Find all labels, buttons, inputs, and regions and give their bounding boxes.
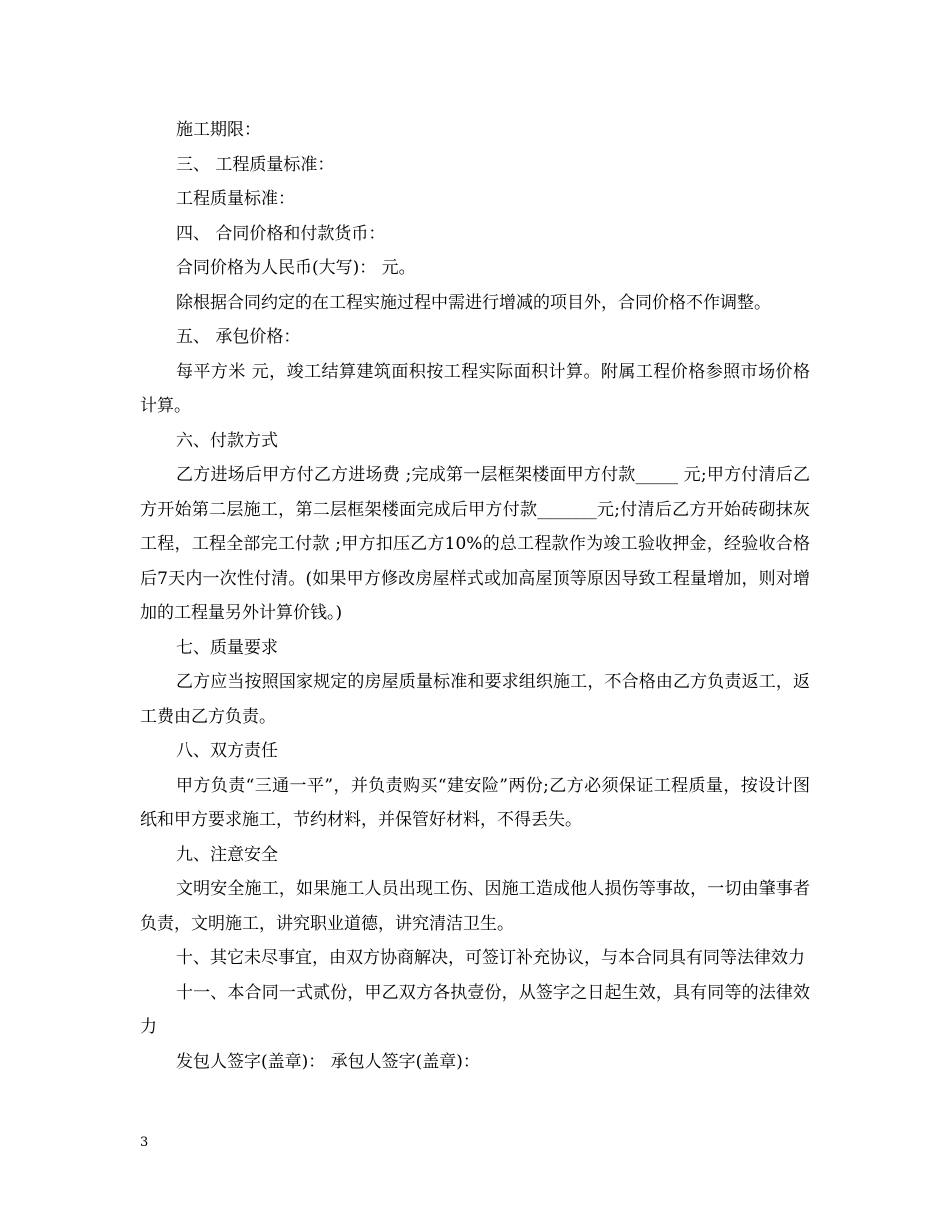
section-6-heading: 六、付款方式: [176, 430, 278, 451]
construction-period-line: 施工期限：: [176, 120, 261, 140]
safety-paragraph: 文明安全施工，如果施工人员出现工伤、因施工造成他人损伤等事故，一切由肇事者负责，文明施工，讲究职业道德，讲究清洁卫生。: [140, 879, 810, 934]
signature-line: 发包人签字(盖章)： 承包人签字(盖章)：: [176, 1051, 480, 1072]
section-11-paragraph: 十一、本合同一式贰份，甲乙双方各执壹份，从签字之日起生效，具有同等的法律效力: [140, 982, 810, 1037]
section-10-paragraph: 十、其它未尽事宜，由双方协商解决，可签订补充协议，与本合同具有同等法律效力: [176, 948, 805, 968]
section-4-heading: 四、 合同价格和付款货币：: [176, 223, 386, 244]
section-8-heading: 八、双方责任: [176, 741, 278, 761]
section-3-heading: 三、 工程质量标准：: [176, 154, 335, 175]
quality-requirements-paragraph: 乙方应当按照国家规定的房屋质量标准和要求组织施工，不合格由乙方负责返工，返工费由乙方负责。: [140, 672, 810, 727]
payment-terms-paragraph: 乙方进场后甲方付乙方进场费 ;完成第一层框架楼面甲方付款_____ 元;甲方付清后乙方开始第二层施工，第二层框架楼面完成后甲方付款_______元;付清后乙方开始砖砌抹灰工程，工程全部完工付款 ;甲方扣压乙方10%的总工程款作为竣工验收押金，经验收合格后7天内一次性付清。(如果甲方修改房屋样式或加高屋顶等原因导致工程量增加，则对增加的工程量另外计算价钱。): [140, 465, 810, 623]
section-7-heading: 七、质量要求: [176, 637, 278, 658]
unit-price-paragraph: 每平方米 元，竣工结算建筑面积按工程实际面积计算。附属工程价格参照市场价格计算。: [140, 361, 810, 416]
price-adjustment-paragraph: 除根据合同约定的在工程实施过程中需进行增减的项目外，合同价格不作调整。: [176, 292, 771, 313]
quality-standard-line: 工程质量标准：: [176, 189, 295, 209]
responsibilities-paragraph: 甲方负责“三通一平”，并负责购买“建安险”两份;乙方必须保证工程质量，按设计图纸和甲方要求施工，节约材料，并保管好材料，不得丢失。: [140, 775, 810, 830]
document-body: [140, 113, 810, 1079]
contract-price-line: 合同价格为人民币(大写)： 元。: [176, 258, 416, 278]
page-number: 3: [140, 1135, 149, 1150]
section-5-heading: 五、 承包价格：: [176, 327, 301, 347]
section-9-heading: 九、注意安全: [176, 844, 278, 865]
